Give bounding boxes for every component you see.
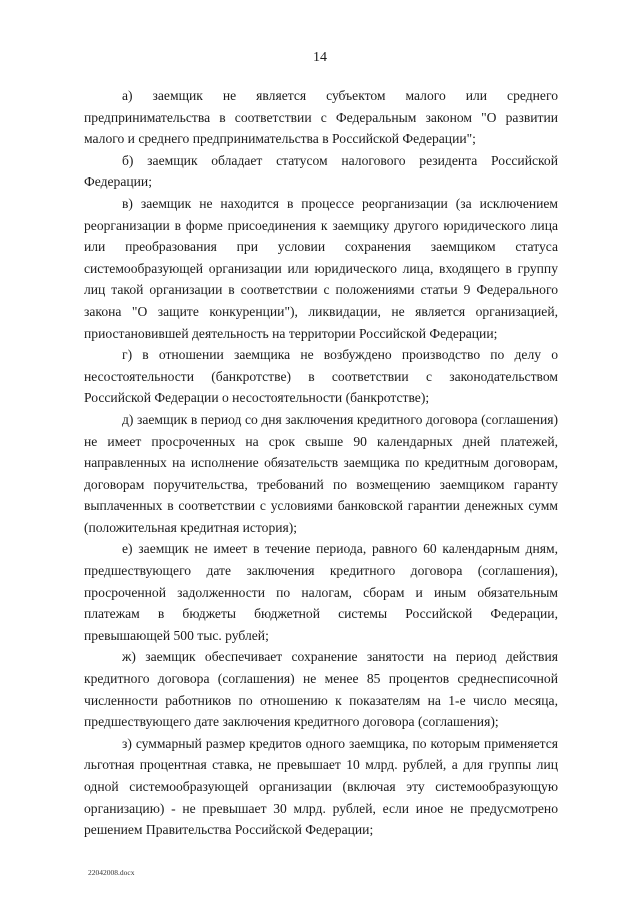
- paragraph-b: б) заемщик обладает статусом налогового резидента Российской Федерации;: [84, 152, 558, 190]
- page-number: 14: [313, 50, 327, 65]
- paragraph-d: д) заемщик в период со дня заключения кредитного договора (соглашения) не имеет просроченных на срок свыше 90 календарных дней платежей, направленных на исполнение обязательств заемщика по кредитным договорам, договорам поручительства, требований по возмещению заемщиком гаранту выплаченных в соответствии с условиями банковской гарантии денежных сумм (положительная кредитная история);: [84, 411, 558, 535]
- paragraph-v: в) заемщик не находится в процессе реорганизации (за исключением реорганизации в форме присоединения к заемщику другого юридического лица или преобразования при условии сохранения заемщиком статуса системообразующей организации или юридического лица, входящего в группу лиц такой организации в соответствии с положениями статьи 9 Федерального закона "О защите конкуренции"), ликвидации, не является организацией, приостановившей деятельность на территории Российской Федерации;: [84, 195, 558, 341]
- paragraph-e: е) заемщик не имеет в течение периода, равного 60 календарным дням, предшествующего дате заключения кредитного договора (соглашения), просроченной задолженности по налогам, сборам и иным обязательным платежам в бюджеты бюджетной системы Российской Федерации, превышающей 500 тыс. рублей;: [84, 541, 558, 643]
- paragraph-z: з) суммарный размер кредитов одного заемщика, по которым применяется льготная процентная ставка, не превышает 10 млрд. рублей, а для группы лиц одной системообразующей организации (включая эту системообразующую организацию) - не превышает 30 млрд. рублей, если иное не предусмотрено решением Правительства Российской Федерации;: [84, 735, 558, 838]
- paragraph-g: г) в отношении заемщика не возбуждено производство по делу о несостоятельности (банкротстве) в соответствии с законодательством Российской Федерации о несостоятельности (банкротстве);: [84, 347, 558, 406]
- document-body: [84, 85, 558, 841]
- paragraph-zh: ж) заемщик обеспечивает сохранение занятости на период действия кредитного договора (соглашения) не менее 85 процентов среднесписочной численности работников по отношению к показателям на 1-е число месяца, предшествующего дате заключения кредитного договора (соглашения);: [84, 649, 558, 730]
- footer-filename: 22042008.docx: [88, 868, 135, 877]
- paragraph-a: а) заемщик не является субъектом малого или среднего предпринимательства в соответствии с Федеральным законом "О развитии малого и среднего предпринимательства в Российской Федерации";: [84, 88, 558, 147]
